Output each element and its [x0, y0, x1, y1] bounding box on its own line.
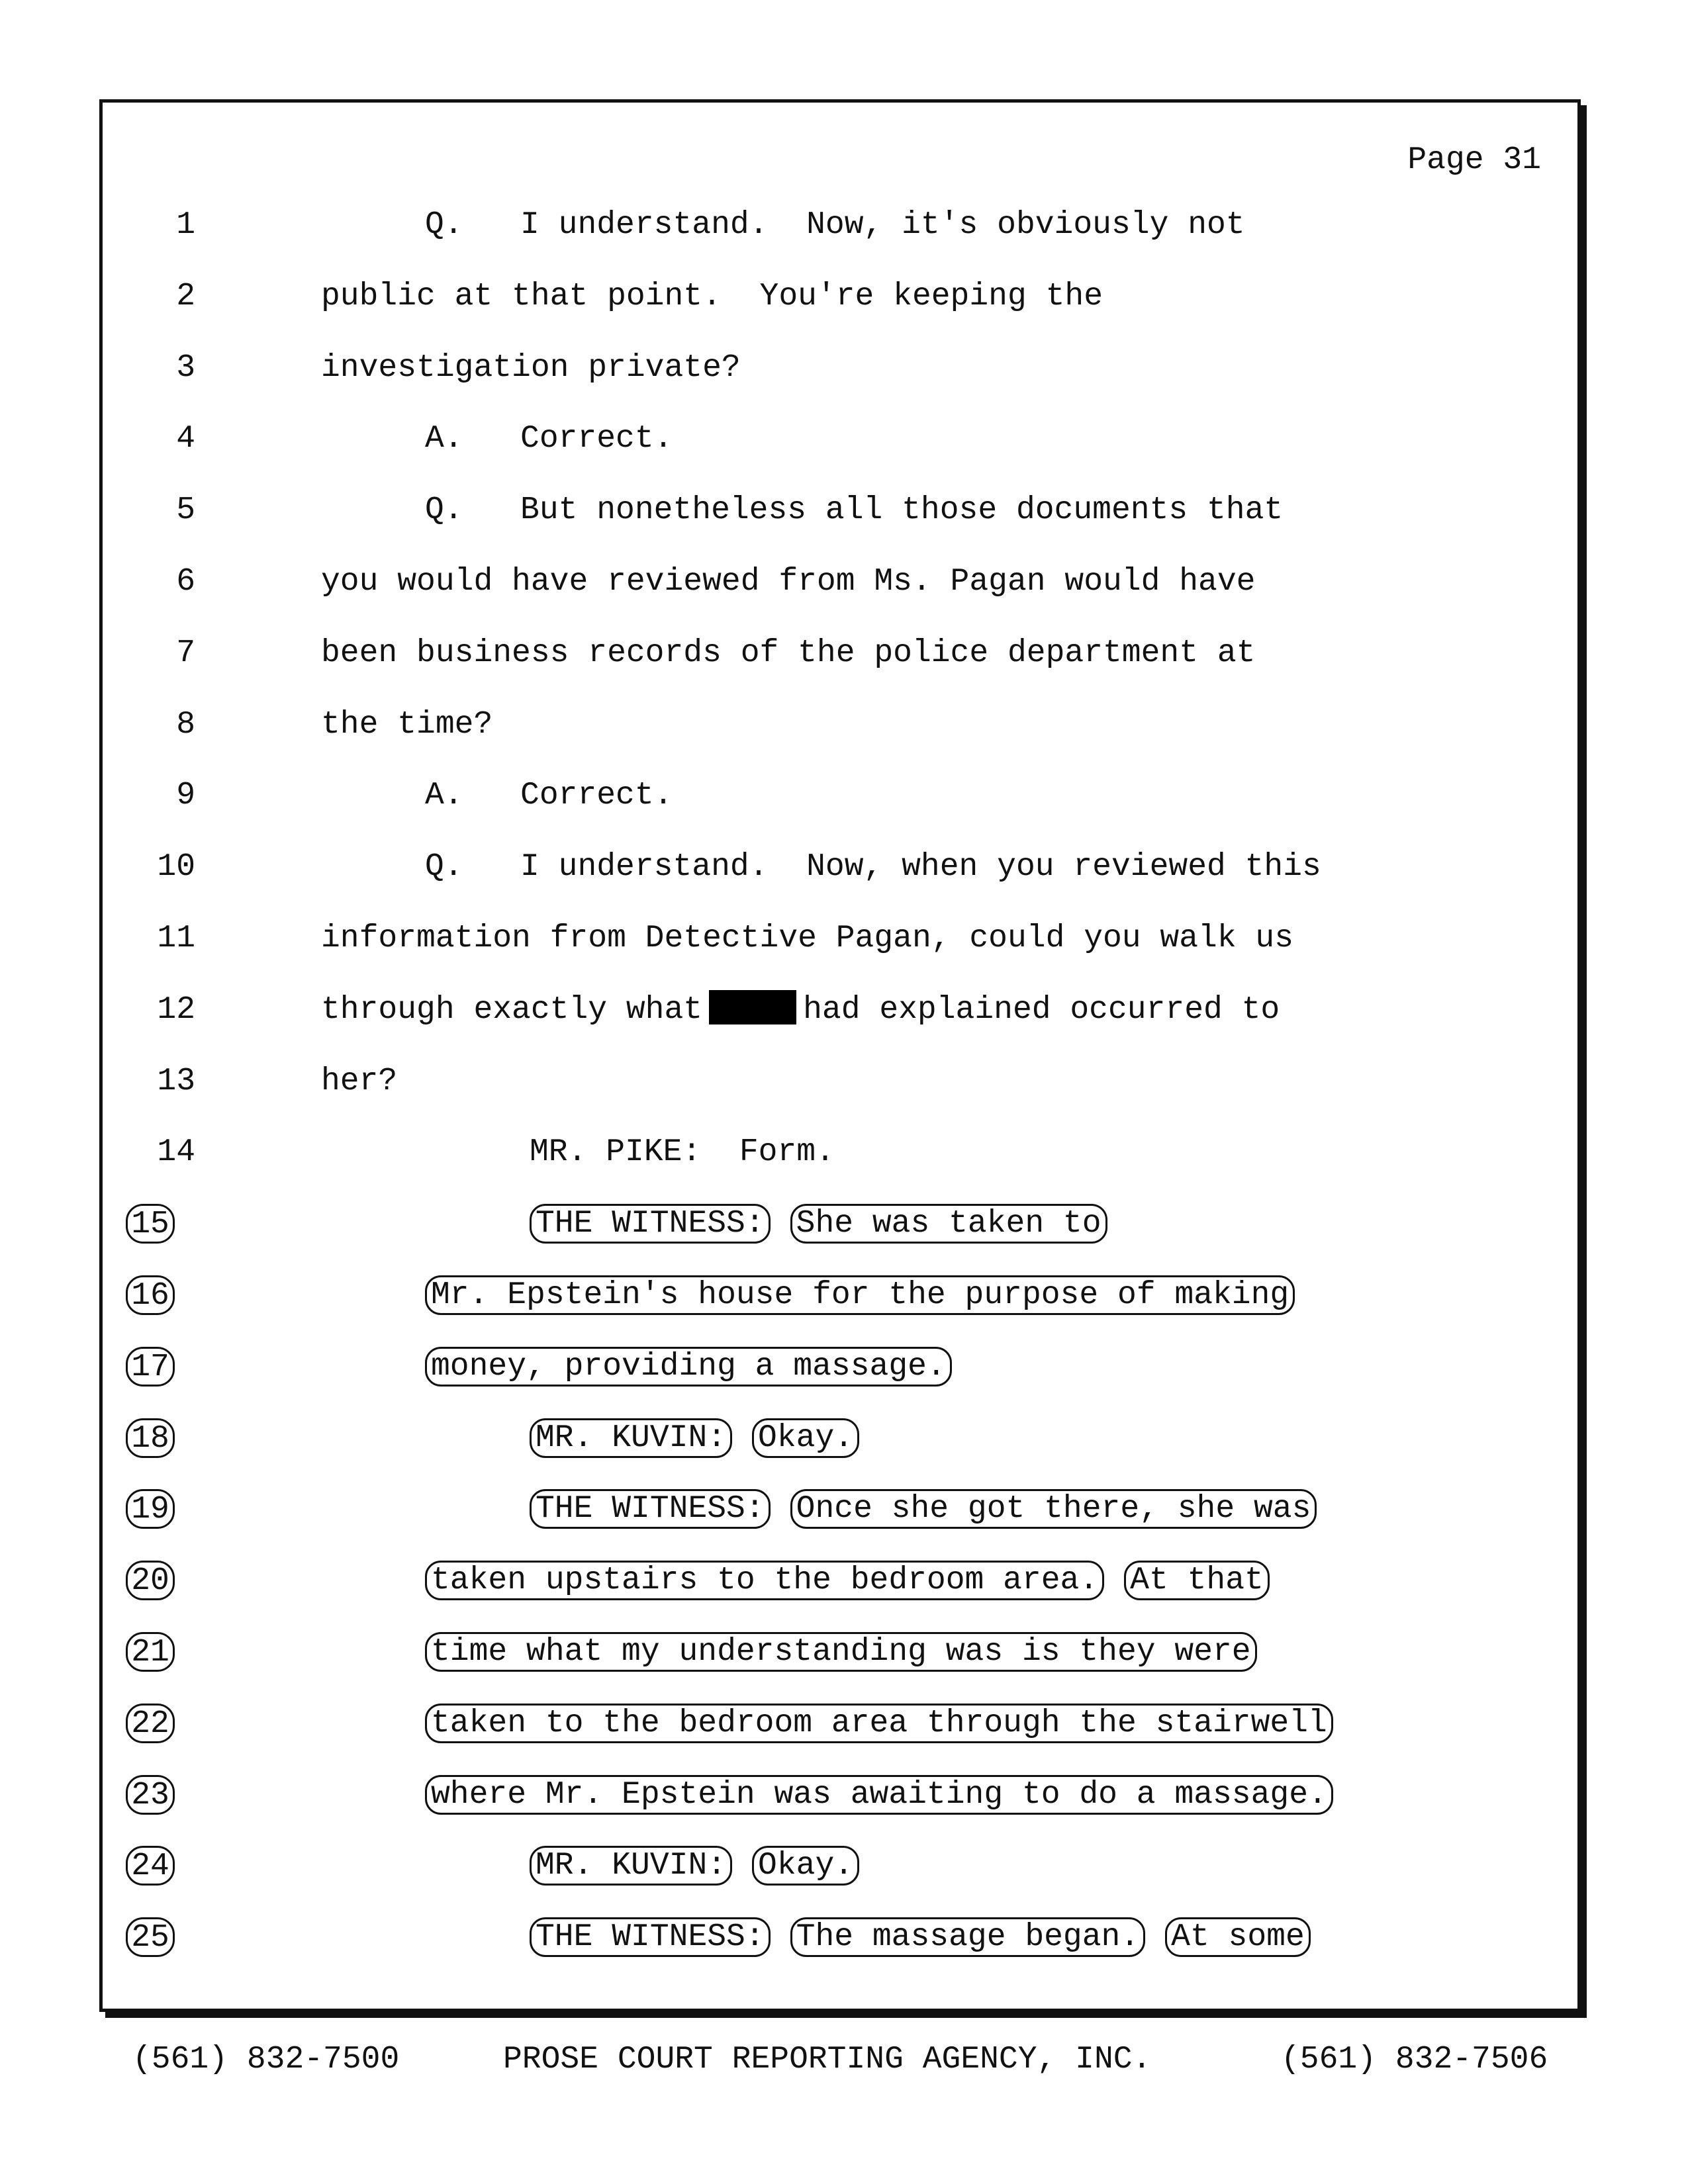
line-text [425, 1704, 1353, 1743]
transcript-line [103, 1347, 1577, 1420]
line-number: 16 [126, 1275, 175, 1315]
line-number: 4 [176, 421, 195, 457]
line-text [425, 490, 1283, 530]
text-segment: Q. I understand. Now, it's obviously not [425, 207, 1245, 243]
text-segment: her? [321, 1063, 398, 1099]
highlighted-segment: Okay. [752, 1418, 859, 1458]
transcript-line [103, 562, 1577, 635]
line-number: 11 [157, 921, 195, 956]
transcript-line [103, 1204, 1577, 1277]
line-number: 21 [126, 1632, 175, 1672]
line-text [530, 1418, 879, 1458]
line-text [425, 1632, 1277, 1672]
transcript-line [103, 1062, 1577, 1134]
transcript-line [103, 490, 1577, 563]
text-segment: Q. I understand. Now, when you reviewed this [425, 849, 1321, 886]
line-text [321, 705, 492, 745]
page-number: Page 31 [1407, 142, 1541, 178]
line-text [425, 1347, 972, 1387]
footer-right-phone: (561) 832-7506 [1281, 2042, 1548, 2077]
line-text [321, 562, 1255, 602]
line-text [321, 348, 741, 388]
line-number: 25 [126, 1917, 175, 1957]
text-segment: A. Correct. [425, 421, 673, 457]
line-text [321, 1062, 397, 1101]
transcript-line [103, 776, 1577, 848]
line-text [425, 205, 1245, 245]
text-segment: A. Correct. [425, 778, 673, 814]
text-segment: the time? [321, 706, 493, 743]
text-segment: public at that point. You're keeping the [321, 278, 1103, 314]
transcript-line [103, 1775, 1577, 1848]
line-text [530, 1132, 835, 1172]
line-text [530, 1917, 1331, 1957]
transcript-line [103, 419, 1577, 492]
highlighted-segment: She was taken to [790, 1204, 1107, 1244]
highlighted-segment: taken upstairs to the bedroom area. [425, 1561, 1104, 1600]
transcript-line [103, 919, 1577, 991]
line-number: 3 [176, 349, 195, 386]
line-text [530, 1846, 879, 1886]
line-number: 20 [126, 1561, 175, 1600]
line-text [425, 776, 673, 815]
line-text [321, 919, 1293, 958]
highlighted-segment: Okay. [752, 1846, 859, 1886]
transcript-line [103, 1704, 1577, 1776]
line-number: 18 [126, 1418, 175, 1458]
transcript-line [103, 1561, 1577, 1633]
highlighted-segment: where Mr. Epstein was awaiting to do a massage. [425, 1775, 1333, 1815]
line-text [321, 990, 1280, 1030]
highlighted-segment: THE WITNESS: [530, 1489, 771, 1529]
line-number: 13 [157, 1063, 195, 1099]
highlighted-segment: At some [1165, 1917, 1311, 1957]
footer-left-phone: (561) 832-7500 [132, 2042, 400, 2077]
transcript-line [103, 205, 1577, 278]
line-number: 15 [126, 1204, 175, 1244]
line-text [425, 847, 1321, 887]
line-number: 14 [157, 1134, 195, 1171]
line-number: 19 [126, 1489, 175, 1529]
redaction-block [709, 990, 796, 1024]
line-number: 23 [126, 1775, 175, 1815]
transcript-line [103, 1275, 1577, 1348]
transcript-line [103, 348, 1577, 421]
text-segment: investigation private? [321, 349, 741, 386]
line-text [425, 1275, 1315, 1315]
line-text [321, 633, 1255, 673]
transcript-line [103, 990, 1577, 1063]
text-segment: Q. But nonetheless all those documents that [425, 492, 1284, 529]
highlighted-segment: MR. KUVIN: [530, 1418, 732, 1458]
highlighted-segment: THE WITNESS: [530, 1204, 771, 1244]
line-number: 22 [126, 1704, 175, 1743]
highlighted-segment: THE WITNESS: [530, 1917, 771, 1957]
transcript-page-frame [99, 99, 1581, 2012]
highlighted-segment: The massage began. [790, 1917, 1145, 1957]
highlighted-segment: taken to the bedroom area through the stairwell [425, 1704, 1333, 1743]
line-text [530, 1489, 1336, 1529]
highlighted-segment: time what my understanding was is they were [425, 1632, 1257, 1672]
line-number: 8 [176, 706, 195, 743]
highlighted-segment: At that [1124, 1561, 1270, 1600]
line-text [425, 419, 673, 459]
line-text [425, 1561, 1289, 1600]
text-segment: been business records of the police department at [321, 635, 1256, 671]
transcript-line [103, 1418, 1577, 1491]
line-number: 12 [157, 991, 195, 1028]
line-text [425, 1775, 1353, 1815]
transcript-line [103, 1632, 1577, 1705]
line-number: 5 [176, 492, 195, 529]
highlighted-segment: MR. KUVIN: [530, 1846, 732, 1886]
transcript-line [103, 277, 1577, 349]
line-text [530, 1204, 1127, 1244]
line-number: 10 [157, 849, 195, 886]
text-segment: you would have reviewed from Ms. Pagan would have [321, 564, 1256, 600]
text-segment: had explained occurred to [803, 991, 1280, 1028]
text-segment: information from Detective Pagan, could you walk us [321, 921, 1294, 956]
transcript-line [103, 1917, 1577, 1990]
line-number: 17 [126, 1347, 175, 1387]
transcript-line [103, 633, 1577, 706]
text-segment: MR. PIKE: Form. [530, 1134, 835, 1171]
transcript-line [103, 847, 1577, 920]
transcript-line [103, 1489, 1577, 1562]
line-number: 6 [176, 564, 195, 600]
transcript-line [103, 705, 1577, 778]
transcript-line [103, 1132, 1577, 1205]
highlighted-segment: Mr. Epstein's house for the purpose of making [425, 1275, 1295, 1315]
line-number: 9 [176, 778, 195, 814]
highlighted-segment: Once she got there, she was [790, 1489, 1317, 1529]
line-number: 24 [126, 1846, 175, 1886]
line-number: 7 [176, 635, 195, 671]
highlighted-segment: money, providing a massage. [425, 1347, 952, 1387]
transcript-lines [103, 103, 1577, 2009]
line-text [321, 277, 1103, 316]
line-number: 1 [176, 207, 195, 243]
transcript-line [103, 1846, 1577, 1919]
footer-agency: PROSE COURT REPORTING AGENCY, INC. [503, 2042, 1152, 2077]
line-number: 2 [176, 278, 195, 314]
text-segment: through exactly what [321, 991, 703, 1028]
